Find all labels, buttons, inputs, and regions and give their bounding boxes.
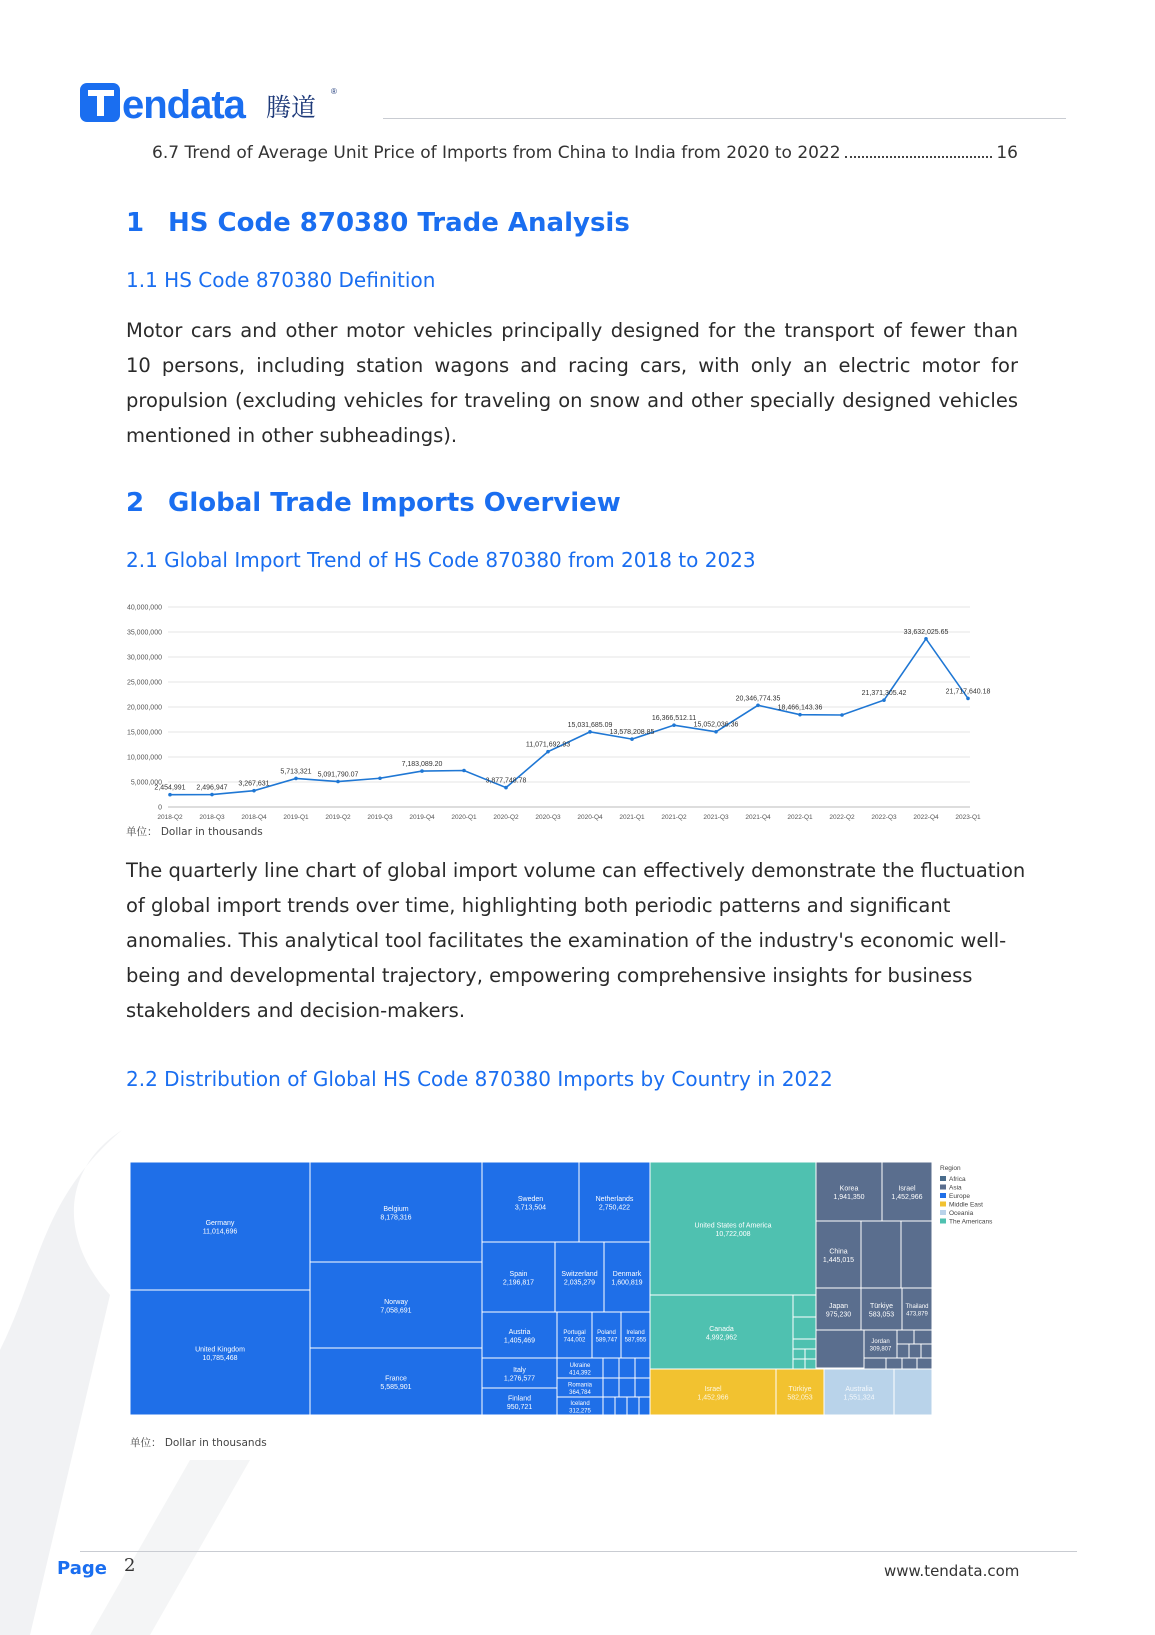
- data-point: [420, 769, 424, 773]
- treemap-tile-name: Israel: [898, 1185, 916, 1193]
- treemap-tiles: [130, 1162, 932, 1415]
- y-tick-label: 40,000,000: [126, 604, 162, 612]
- data-label: 15,052,036.36: [693, 721, 739, 729]
- treemap-tile-value: 1,445,015: [822, 1257, 855, 1264]
- treemap-tile-name: Spain: [509, 1271, 528, 1278]
- treemap-tile-minor: [603, 1378, 619, 1397]
- data-label: 11,071,692.93: [525, 741, 571, 749]
- treemap-tile-minor: [805, 1349, 816, 1359]
- treemap-tile-value: 309,807: [869, 1346, 892, 1353]
- section1-heading: [126, 208, 630, 238]
- treemap-tile-value: 1,941,350: [833, 1194, 865, 1201]
- treemap-tile-name: Norway: [384, 1299, 408, 1306]
- x-tick-label: 2021-Q4: [745, 814, 771, 821]
- treemap-tile-minor: [897, 1330, 914, 1344]
- legend-swatch: [940, 1219, 946, 1224]
- x-tick-label: 2022-Q1: [787, 814, 813, 821]
- treemap-tile-value: 744,002: [563, 1337, 586, 1344]
- treemap-tile-minor: [615, 1397, 627, 1415]
- x-tick-label: 2022-Q3: [871, 814, 897, 821]
- legend-label: Africa: [949, 1176, 966, 1183]
- treemap-tile-minor: [793, 1349, 805, 1359]
- tendata-logo: [80, 80, 370, 130]
- legend-label: Oceania: [949, 1210, 974, 1217]
- svg-text:endata: endata: [122, 83, 245, 127]
- chart-x-ticks: [157, 814, 981, 821]
- section2-body: The quarterly line chart of global import volume can effectively demonstrate the fluctuation of global import trends over time, highlighting both periodic patterns and significant anomalies. This analytical tool facilitates the examination of the industry's economic well-being and developmental trajectory, empowering comprehensive insights for business stakeholders and decision-makers.: [126, 859, 1026, 1022]
- treemap-tile-value: 950,721: [506, 1404, 533, 1411]
- x-tick-label: 2018-Q3: [199, 814, 225, 821]
- x-tick-label: 2019-Q2: [325, 814, 351, 821]
- x-tick-label: 2020-Q3: [535, 814, 561, 821]
- treemap-tile-name: Jordan: [871, 1339, 890, 1345]
- data-point: [210, 793, 214, 797]
- treemap-tile-minor: [793, 1295, 816, 1317]
- data-point: [294, 777, 298, 781]
- treemap-tile-name: Ireland: [626, 1330, 645, 1336]
- x-tick-label: 2021-Q2: [661, 814, 687, 821]
- treemap-tile-name: Germany: [205, 1220, 235, 1227]
- treemap-tile-name: Sweden: [517, 1196, 544, 1203]
- treemap-tile-value: 2,750,422: [598, 1204, 631, 1212]
- treemap-tile-value: 10,722,008: [715, 1231, 751, 1238]
- treemap-tile-minor: [603, 1358, 619, 1378]
- treemap-tile-name: Thailand: [905, 1304, 929, 1310]
- treemap-tile-name: Israel: [704, 1386, 722, 1393]
- treemap-tile-minor: [864, 1358, 886, 1369]
- data-label: 33,632,025.65: [903, 628, 949, 636]
- data-point: [546, 750, 550, 754]
- logo-cn-text: 腾道: [266, 94, 317, 122]
- x-tick-label: 2022-Q4: [913, 814, 939, 821]
- treemap-tile-value: 1,452,966: [697, 1394, 729, 1402]
- treemap-tile-minor: [909, 1344, 921, 1358]
- toc-entry[interactable]: [152, 143, 1018, 163]
- data-label: 20,346,774.35: [735, 695, 781, 703]
- section1-title: HS Code 870380 Trade Analysis: [168, 208, 630, 238]
- data-label: 2,496,947: [196, 784, 228, 792]
- treemap-tile-value: 1,276,577: [503, 1375, 536, 1383]
- treemap-tile-name: France: [385, 1375, 407, 1383]
- x-tick-label: 2022-Q2: [829, 814, 855, 821]
- treemap-tile-minor: [635, 1378, 650, 1397]
- data-point: [168, 793, 172, 797]
- x-tick-label: 2019-Q4: [409, 814, 435, 821]
- data-point: [588, 730, 592, 734]
- section1-subheading: 1.1 HS Code 870380 Definition: [126, 268, 436, 292]
- section2-1-subheading: 2.1 Global Import Trend of HS Code 870380 from 2018 to 2023: [126, 548, 756, 572]
- data-point: [336, 780, 340, 784]
- data-point: [798, 713, 802, 717]
- y-tick-label: 30,000,000: [126, 654, 162, 662]
- section1-number: 1: [126, 208, 145, 238]
- data-point: [672, 723, 676, 727]
- treemap-tile-value: 4,992,962: [705, 1334, 738, 1342]
- x-tick-label: 2020-Q4: [577, 814, 603, 821]
- treemap-tile-value: 975,230: [825, 1311, 852, 1319]
- treemap-tile-name: Türkiye: [870, 1303, 893, 1310]
- data-point: [252, 789, 256, 793]
- data-label: 5,713,321: [280, 768, 312, 776]
- footer-rule: [80, 1551, 1077, 1552]
- treemap-tile-name: Canada: [709, 1326, 734, 1333]
- treemap-tile-value: 10,785,468: [202, 1355, 238, 1362]
- legend-swatch: [940, 1202, 946, 1207]
- treemap-tile-value: 1,551,324: [843, 1394, 875, 1402]
- treemap-tile-value: 587,955: [624, 1337, 647, 1344]
- data-label: 21,371,305.42: [861, 690, 907, 698]
- treemap-tile-name: Ukraine: [569, 1363, 591, 1369]
- section2-number: 2: [126, 488, 145, 518]
- treemap-tile-minor: [894, 1369, 932, 1415]
- legend-swatch: [940, 1176, 946, 1181]
- data-point: [756, 703, 760, 707]
- legend-swatch: [940, 1193, 946, 1198]
- treemap-tile-name: Japan: [828, 1303, 849, 1310]
- treemap-tile-value: 583,053: [868, 1311, 895, 1319]
- treemap-tile-minor: [603, 1397, 615, 1415]
- treemap-tile-name: Poland: [597, 1330, 616, 1336]
- treemap-tile-name: Iceland: [570, 1401, 590, 1407]
- line-chart-unit-note: 单位： Dollar in thousands: [126, 826, 263, 838]
- x-tick-label: 2021-Q3: [703, 814, 729, 821]
- section2-heading: [126, 488, 621, 518]
- treemap-tile-minor: [793, 1317, 816, 1339]
- section1-body: Motor cars and other motor vehicles principally designed for the transport of fewer than 10 persons, including station wagons and racing cars, with only an electric motor for propulsion (excluding vehicles for traveling on snow and other specially designed vehicles mentioned in other subheadings).: [126, 319, 1018, 447]
- data-label: 13,578,208.85: [609, 729, 655, 737]
- toc-leader-dots: [845, 156, 993, 158]
- treemap-unit-note: 单位： Dollar in thousands: [130, 1437, 267, 1449]
- treemap-tile-name: United Kingdom: [195, 1346, 245, 1354]
- treemap-tile-minor: [861, 1221, 901, 1288]
- treemap-tile-value: 11,014,696: [202, 1228, 238, 1236]
- treemap-tile-minor: [793, 1359, 805, 1369]
- legend-label: The Americans: [949, 1218, 993, 1226]
- treemap-tile-name: Denmark: [612, 1271, 642, 1278]
- data-label: 2,454,991: [154, 784, 186, 792]
- page-label: Page: [57, 1558, 107, 1579]
- treemap-tile-value: 5,585,901: [380, 1384, 412, 1391]
- y-tick-label: 10,000,000: [126, 754, 162, 762]
- y-tick-label: 15,000,000: [126, 729, 162, 737]
- data-label: 3,267,631: [238, 780, 270, 788]
- treemap-tile-minor: [921, 1344, 932, 1358]
- treemap-tile-minor: [901, 1221, 932, 1288]
- section2-2-subheading: 2.2 Distribution of Global HS Code 870380 Imports by Country in 2022: [126, 1067, 833, 1091]
- treemap-tile-name: United States of America: [694, 1222, 772, 1230]
- treemap-tile-name: Romania: [567, 1382, 593, 1389]
- y-tick-label: 5,000,000: [130, 779, 162, 787]
- x-tick-label: 2019-Q3: [367, 814, 393, 821]
- x-tick-label: 2021-Q1: [619, 814, 645, 821]
- treemap-tile-value: 1,452,966: [891, 1194, 923, 1201]
- data-point: [924, 637, 928, 641]
- data-label: 7,183,089.20: [401, 761, 443, 769]
- treemap-tile-minor: [816, 1330, 864, 1368]
- legend-swatch: [940, 1210, 946, 1215]
- treemap-tile-name: Belgium: [383, 1206, 409, 1213]
- treemap-tile-minor: [793, 1339, 816, 1349]
- data-point: [462, 769, 466, 773]
- treemap-tile-value: 2,196,817: [502, 1279, 535, 1287]
- treemap-tile-value: 364,784: [569, 1390, 591, 1396]
- treemap-tile-value: 7,058,691: [380, 1307, 412, 1315]
- x-tick-label: 2023-Q1: [955, 814, 981, 821]
- x-tick-label: 2019-Q1: [283, 814, 309, 821]
- treemap-tile-value: 1,405,469: [503, 1337, 536, 1345]
- legend-title: Region: [940, 1165, 961, 1172]
- treemap-tile-minor: [902, 1358, 917, 1369]
- y-tick-label: 35,000,000: [126, 629, 162, 637]
- treemap-tile-name: Korea: [839, 1185, 859, 1193]
- legend-swatch: [940, 1185, 946, 1190]
- page-number: 2: [124, 1555, 136, 1576]
- x-tick-label: 2018-Q2: [157, 814, 183, 821]
- data-label: 5,091,790.07: [317, 771, 359, 779]
- data-point: [714, 730, 718, 734]
- data-label: 16,366,512.11: [651, 715, 697, 723]
- treemap-tile-value: 414,392: [569, 1370, 591, 1377]
- x-tick-label: 2020-Q1: [451, 814, 477, 821]
- data-point: [840, 713, 844, 717]
- treemap-tile-minor: [914, 1330, 932, 1344]
- legend-label: Europe: [949, 1193, 970, 1200]
- chart-gridlines: [168, 607, 970, 807]
- chart-data-labels: [154, 629, 990, 792]
- treemap-tile-name: Finland: [508, 1395, 531, 1403]
- header-rule: [383, 118, 1066, 119]
- x-tick-label: 2018-Q4: [241, 814, 267, 821]
- treemap-tile-value: 8,178,316: [380, 1214, 412, 1222]
- treemap-tile-value: 473,879: [906, 1311, 928, 1318]
- data-label: 21,717,640.18: [945, 688, 991, 696]
- toc-entry-text: 6.7 Trend of Average Unit Price of Imports from China to India from 2020 to 2022: [152, 143, 841, 163]
- section2-title: Global Trade Imports Overview: [168, 488, 621, 518]
- treemap-tile-name: Portugal: [563, 1330, 586, 1336]
- treemap-tile-value: 3,713,504: [514, 1204, 547, 1212]
- treemap-tile-value: 2,035,279: [563, 1279, 596, 1287]
- treemap-tile-name: Italy: [513, 1367, 526, 1374]
- svg-text:®: ®: [331, 87, 337, 96]
- y-tick-label: 0: [158, 804, 162, 812]
- treemap-tile-name: Australia: [845, 1386, 873, 1393]
- data-label: 3,877,748.78: [485, 777, 527, 785]
- legend-label: Middle East: [949, 1201, 983, 1209]
- chart-y-ticks: [127, 605, 162, 812]
- treemap-tile-minor: [635, 1358, 650, 1378]
- data-point: [882, 698, 886, 702]
- treemap-tile-minor: [619, 1378, 635, 1397]
- treemap-tile-minor: [639, 1397, 650, 1415]
- treemap-tile-minor: [619, 1358, 635, 1378]
- data-label: 15,031,685.09: [567, 721, 613, 729]
- treemap-tile-name: Netherlands: [595, 1196, 634, 1203]
- legend-label: Asia: [949, 1184, 962, 1192]
- data-point: [378, 776, 382, 780]
- website-link[interactable]: www.tendata.com: [884, 1562, 1020, 1580]
- data-point: [504, 786, 508, 790]
- treemap-tile-value: 1,600,819: [611, 1279, 643, 1287]
- data-point: [966, 697, 970, 701]
- data-point: [630, 737, 634, 741]
- imports-by-country-treemap: [130, 1162, 1040, 1432]
- y-tick-label: 20,000,000: [126, 704, 162, 712]
- treemap-tile-minor: [897, 1344, 909, 1358]
- treemap-tile-minor: [627, 1397, 639, 1415]
- x-tick-label: 2020-Q2: [493, 814, 519, 821]
- treemap-tile-value: 312,275: [569, 1408, 591, 1415]
- y-tick-label: 25,000,000: [126, 679, 162, 687]
- treemap-tile-minor: [805, 1359, 816, 1369]
- treemap-tile-name: Türkiye: [788, 1386, 812, 1393]
- data-label: 18,466,143.36: [777, 704, 823, 712]
- toc-entry-page: 16: [996, 143, 1018, 163]
- treemap-tile-name: Switzerland: [561, 1271, 598, 1278]
- treemap-legend: [940, 1165, 993, 1226]
- treemap-tile-value: 582,053: [787, 1394, 813, 1402]
- treemap-tile-name: China: [829, 1248, 848, 1256]
- treemap-tile-minor: [886, 1358, 902, 1369]
- treemap-tile-value: 589,747: [595, 1337, 618, 1344]
- treemap-tile-name: Austria: [508, 1329, 531, 1336]
- treemap-tile-minor: [917, 1358, 932, 1369]
